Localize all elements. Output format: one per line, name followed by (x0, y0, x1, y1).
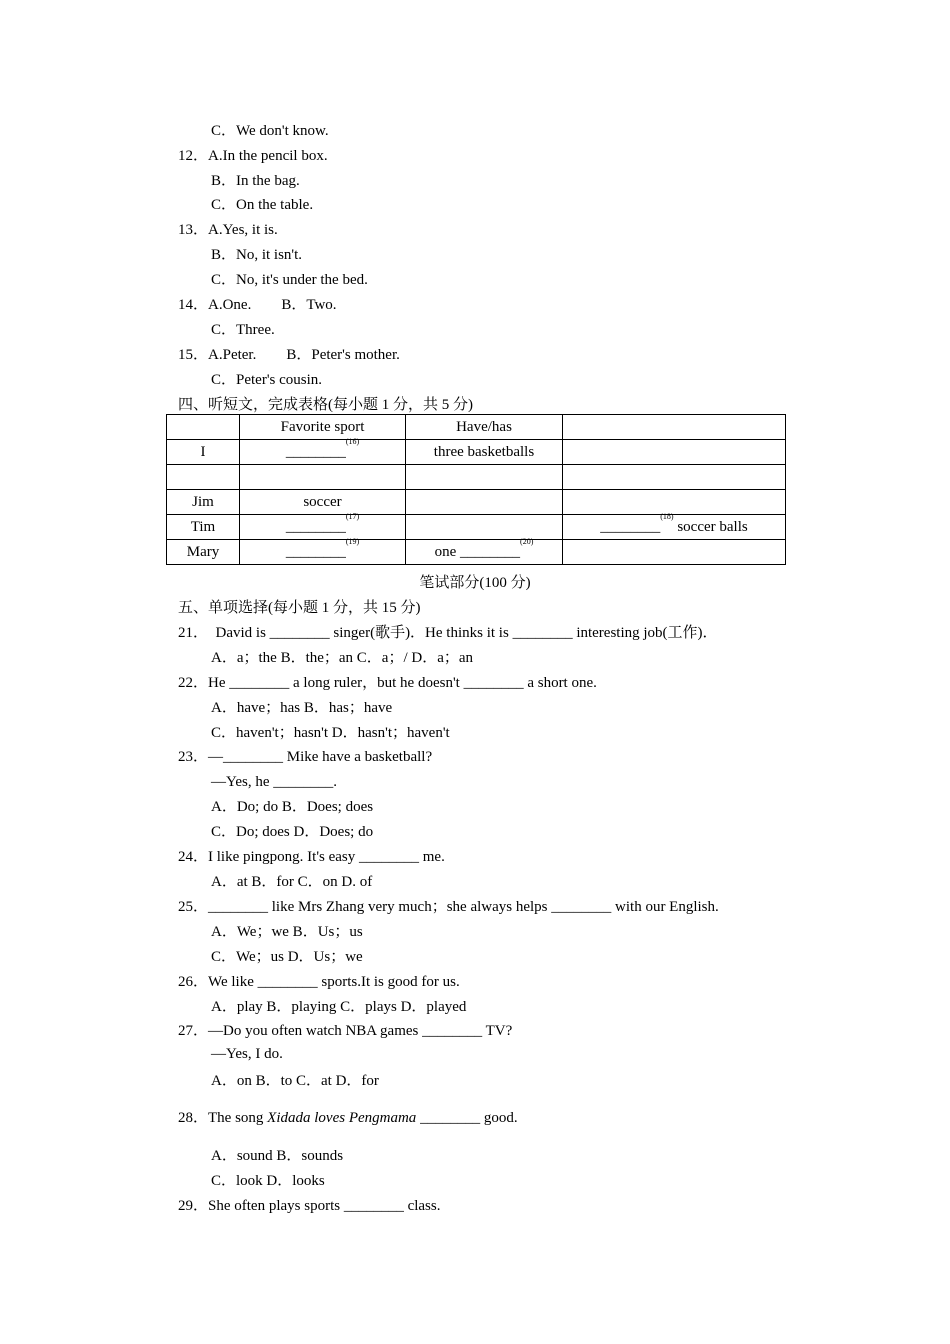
line-14c: C．Three. (211, 322, 275, 338)
table-cell (240, 437, 406, 465)
table-cell (406, 490, 563, 515)
table-cell (406, 515, 563, 540)
table-cell (240, 512, 406, 540)
question-27: 27．—Do you often watch NBA games ________ TV? (178, 1023, 513, 1039)
question-27-reply: —Yes, I do. (211, 1046, 283, 1062)
blank-18[interactable]: ________ (600, 519, 661, 535)
table-cell: three basketballs (406, 440, 563, 465)
question-26: 26．We like ________ sports.It is good for us. (178, 974, 460, 990)
option-text: A.Peter. B．Peter's mother. (208, 347, 400, 363)
table-row (167, 490, 786, 515)
line-11c: C．We don't know. (211, 123, 329, 139)
question-29: 29．She often plays sports ________ class. (178, 1198, 441, 1214)
table-row (167, 540, 786, 565)
table-cell (563, 512, 786, 540)
table-header-cell (563, 415, 786, 440)
mark-17: (17) (345, 512, 360, 521)
line-12a (178, 147, 328, 165)
listening-table (166, 414, 786, 565)
question-28 (178, 1109, 518, 1127)
line-13a (178, 221, 278, 239)
q-number: 13． (178, 222, 209, 238)
options-27: A．on B．to C．at D．for (211, 1073, 379, 1089)
blank-19[interactable]: ________ (285, 544, 346, 560)
options-28b: C．look D．looks (211, 1173, 325, 1189)
table-cell (240, 465, 406, 490)
blank-17[interactable]: ________ (285, 519, 346, 535)
blank-20[interactable]: ________ (460, 544, 521, 560)
table-cell: Mary (167, 540, 240, 565)
q-number: 12． (178, 148, 209, 164)
question-22: 22．He ________ a long ruler，but he doesn't ________ a short one. (178, 675, 597, 691)
mark-16: (16) (345, 437, 360, 446)
q28-pre: 28．The song (178, 1110, 268, 1126)
table-header-row (167, 415, 786, 440)
question-23-reply: —Yes, he ________. (211, 774, 337, 790)
question-21: 21． David is ________ singer(歌手)．He thinks it is ________ interesting job(工作)． (178, 625, 718, 641)
options-25a: A．We；we B．Us；us (211, 924, 363, 940)
table-cell (563, 465, 786, 490)
options-23a: A．Do; do B．Does; does (211, 799, 374, 815)
line-12c: C．On the table. (211, 197, 314, 213)
cell-text: one (434, 544, 461, 560)
table-row (167, 465, 786, 490)
table-cell: I (167, 440, 240, 465)
options-23b: C．Do; does D．Does; do (211, 824, 374, 840)
table-cell: soccer (240, 490, 406, 515)
option-text: A.One. B．Two. (208, 297, 337, 313)
options-25b: C．We；us D．Us；we (211, 949, 363, 965)
table-header-cell: Favorite sport (240, 415, 406, 440)
option-text: A.In the pencil box. (208, 148, 328, 164)
option-text: A.Yes, it is. (208, 222, 278, 238)
options-28a: A．sound B．sounds (211, 1148, 344, 1164)
question-23: 23．—________ Mike have a basketball? (178, 749, 433, 765)
table-cell: Tim (167, 515, 240, 540)
blank-16[interactable]: ________ (285, 444, 346, 460)
section-5-title: 五、单项选择(每小题 1 分，共 15 分) (178, 600, 421, 616)
options-22a: A．have；has B．has；have (211, 700, 393, 716)
mark-19: (19) (345, 537, 360, 546)
table-cell (563, 540, 786, 565)
cell-text: soccer balls (673, 519, 748, 535)
written-part-title: 笔试部分(100 分) (419, 575, 531, 591)
mark-18: (18) (660, 512, 674, 521)
table-cell (167, 465, 240, 490)
song-title: Xidada loves Pengmama (267, 1110, 417, 1126)
line-15a (178, 346, 400, 364)
table-cell (406, 465, 563, 490)
line-13c: C．No, it's under the bed. (211, 272, 368, 288)
table-header-cell (167, 415, 240, 440)
options-24: A．at B．for C．on D. of (211, 874, 373, 890)
table-cell (563, 440, 786, 465)
table-row (167, 515, 786, 540)
line-13b: B．No, it isn't. (211, 247, 303, 263)
table-row (167, 440, 786, 465)
question-24: 24．I like pingpong. It's easy ________ me. (178, 849, 445, 865)
line-15c: C．Peter's cousin. (211, 372, 323, 388)
table-header-cell: Have/has (406, 415, 563, 440)
options-22b: C．haven't；hasn't D．hasn't；haven't (211, 725, 450, 741)
options-21: A．a；the B．the；an C．a；/ D．a；an (211, 650, 474, 666)
table-cell (406, 537, 563, 565)
line-12b: B．In the bag. (211, 173, 300, 189)
options-26: A．play B．playing C．plays D．played (211, 999, 467, 1015)
table-cell (563, 490, 786, 515)
question-25: 25．________ like Mrs Zhang very much；she always helps ________ with our English. (178, 899, 719, 915)
q-number: 15． (178, 347, 209, 363)
q-number: 14． (178, 297, 209, 313)
table-cell: Jim (167, 490, 240, 515)
line-14a (178, 296, 337, 314)
q28-post: ________ good. (416, 1110, 518, 1126)
mark-20: (20) (520, 537, 534, 546)
section-4-title: 四、听短文，完成表格(每小题 1 分，共 5 分) (178, 397, 473, 413)
table-cell (240, 537, 406, 565)
